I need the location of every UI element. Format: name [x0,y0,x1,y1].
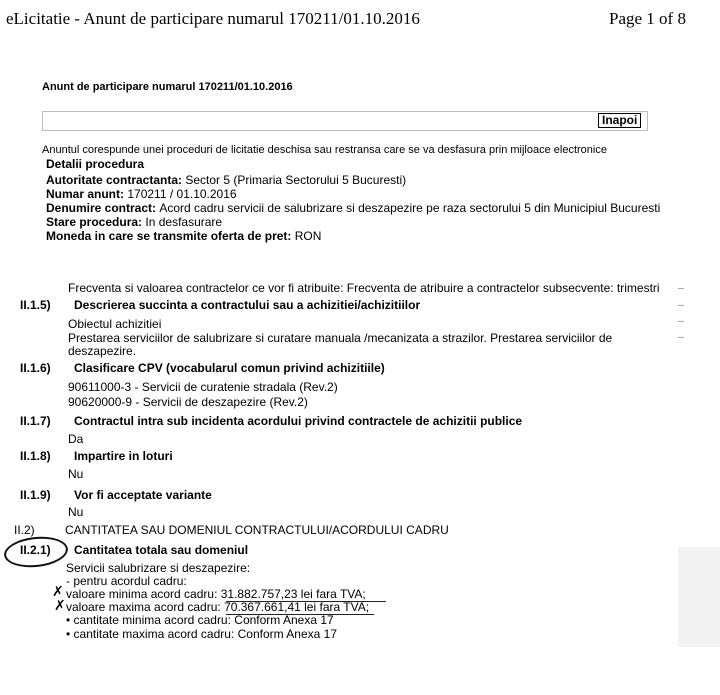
quantity-line: • cantitate minima acord cadru: Conform Anexa 17 [66,613,334,627]
section-number: II.1.5) [20,298,51,312]
cpv-code: 90620000-9 - Servicii de deszapezire (Rev.2) [68,395,308,409]
detail-row-contract: Denumire contract: Acord cadru servicii de salubrizare si deszapezire pe raza sectorului 5 din Municipiul Bucuresti [46,201,661,215]
detail-row-status: Stare procedura: In desfasurare [46,215,223,229]
section-text: Prestarea serviciilor de salubrizare si curatare manuala /mecanizata a strazilor. Prestarea serviciilor de [68,331,613,345]
detail-value: RON [294,229,322,243]
quantity-line: • cantitate maxima acord cadru: Conform Anexa 17 [66,627,338,641]
section-number: II.1.7) [20,414,51,428]
scan-mark [678,305,684,306]
quantity-line: Servicii salubrizare si deszapezire: [66,561,251,575]
section-number: II.1.9) [20,488,51,502]
document-title: eLicitatie - Anunt de participare numarul 170211/01.10.2016 [6,9,420,28]
detail-label: Moneda in care se transmite oferta de pret [46,229,288,243]
notice-heading: Anunt de participare numarul 170211/01.10.2016 [42,81,293,93]
section-title: Clasificare CPV (vocabularul comun privind achizitiile) [74,361,385,375]
detail-label: Denumire contract [46,201,153,215]
section-number: II.1.6) [20,361,51,375]
detail-value: 170211 / 01.10.2016 [127,187,237,201]
back-button[interactable]: Inapoi [598,113,641,128]
section-title: Vor fi acceptate variante [74,488,212,502]
handwritten-mark-icon: ✗ [52,584,64,600]
section-title: Cantitatea totala sau domeniul [74,543,249,557]
navigation-bar [42,111,648,131]
min-value-text: valoare minima acord cadru: 31.882.757,23 lei fara TVA; [66,587,366,601]
cpv-code: 90611000-3 - Servicii de curatenie stradala (Rev.2) [68,380,338,394]
scan-shade [678,547,720,647]
detail-label: Numar anunt [46,187,121,201]
handwritten-mark-icon: ✗ [54,598,66,614]
section-subtitle: Obiectul achizitiei [68,317,162,331]
detail-row-authority: Autoritate contractanta: Sector 5 (Primaria Sectorului 5 Bucuresti) [46,173,407,187]
detail-value: Sector 5 (Primaria Sectorului 5 Bucuresti) [185,173,407,187]
section-title: Contractul intra sub incidenta acordului privind contractele de achizitii publice [74,414,523,428]
section-number: II.1.8) [20,449,51,463]
scan-mark [678,288,684,289]
section-number: II.2) [14,523,35,537]
scan-mark [678,321,684,322]
max-value-text: valoare maxima acord cadru: 70.367.661,41 lei fara TVA; [66,600,370,614]
section-value: Nu [68,505,84,519]
detail-label: Stare procedura [46,215,139,229]
detail-row-currency: Moneda in care se transmite oferta de pret: RON [46,229,322,243]
details-title: Detalii procedura [46,157,145,171]
scan-mark [678,337,684,338]
section-title: Impartire in loturi [74,449,173,463]
quantity-line: - pentru acordul cadru: [66,574,187,588]
frequency-text: Frecventa si valoarea contractelor ce vor fi atribuite: Frecventa de atribuire a contractelor subsecvente: trimestri [68,281,660,295]
section-title: Descrierea succinta a contractului sau a achizitiei/achizitiilor [74,298,421,312]
page-indicator: Page 1 of 8 [609,9,686,28]
section-value: Nu [68,467,84,481]
detail-label: Autoritate contractanta [46,173,179,187]
procedure-intro: Anuntul corespunde unei proceduri de licitatie deschisa sau restransa care se va desfasura prin mijloace electronice [42,144,607,156]
section-number: II.2.1) [20,543,51,557]
detail-value: In desfasurare [145,215,223,229]
section-value: Da [68,432,84,446]
quantity-line-max-value [66,600,369,614]
detail-value: Acord cadru servicii de salubrizare si deszapezire pe raza sectorului 5 din Municipiul Bucuresti [159,201,661,215]
section-title: CANTITATEA SAU DOMENIUL CONTRACTULUI/ACORDULUI CADRU [65,523,449,537]
section-text: deszapezire. [68,344,137,358]
detail-row-number: Numar anunt: 170211 / 01.10.2016 [46,187,237,201]
quantity-line-min-value [66,587,366,601]
